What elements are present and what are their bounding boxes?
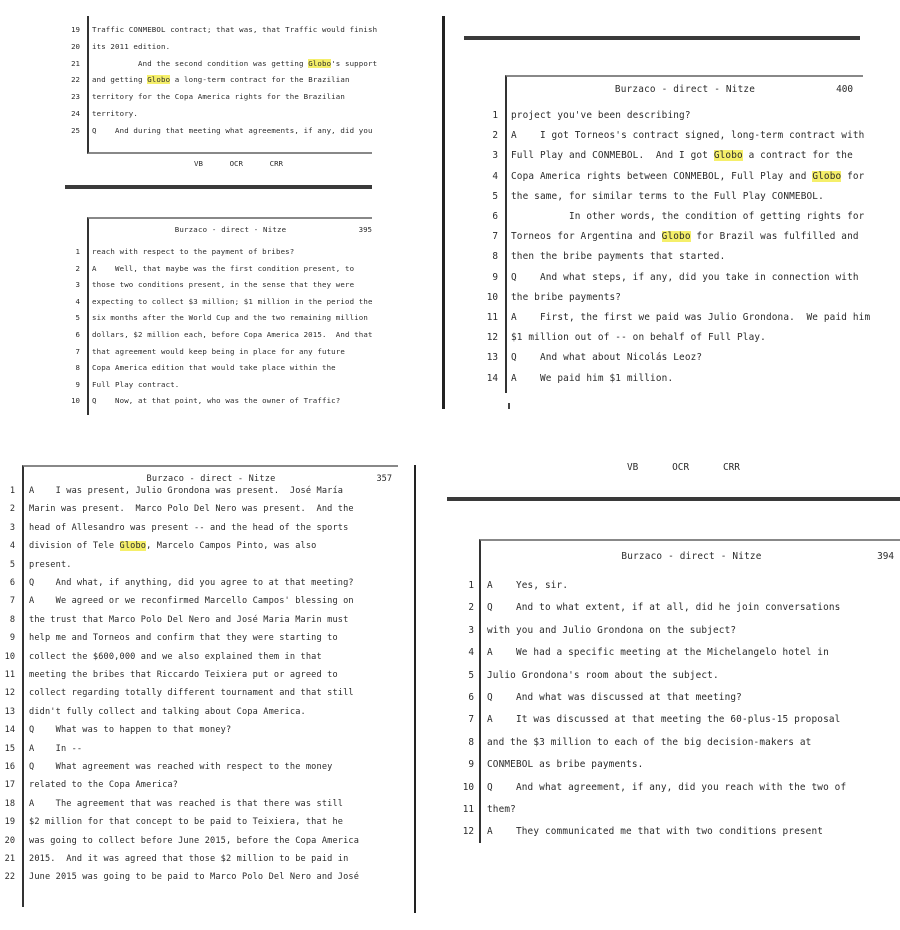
transcript-line (92, 75, 350, 84)
transcript-panel-bottom-left (0, 455, 430, 930)
highlighted-term: Globo (661, 231, 691, 243)
line-number: 3 (468, 624, 474, 636)
highlighted-term: Globo (147, 75, 171, 85)
transcript-line (29, 541, 317, 551)
transcript-line (92, 59, 377, 68)
transcript-line: them? (487, 804, 516, 815)
line-number: 3 (9, 522, 15, 533)
line-number: 7 (75, 346, 80, 356)
transcript-line: the same, for similar terms to the Full Play CONMEBOL. (511, 190, 824, 202)
transcript-line: Copa America edition that would take place within the (92, 363, 336, 373)
line-text: division of Tele (29, 541, 120, 552)
page-divider (447, 497, 900, 501)
transcript-line: collect regarding totally different tournament and that still (29, 688, 354, 699)
line-number: 14 (4, 725, 15, 736)
line-number: 19 (4, 817, 15, 828)
line-number: 8 (75, 363, 80, 373)
transcript-line: A The agreement that was reached is that there was still (29, 798, 344, 809)
transcript-line: A We paid him $1 million. (511, 372, 674, 384)
transcript-line: Full Play contract. (92, 379, 180, 389)
transcript-line: Q Now, at that point, who was the owner of Traffic? (92, 396, 341, 406)
line-number: 3 (492, 150, 498, 162)
line-number: 23 (71, 92, 80, 102)
transcript-footer-labels: VB OCR CRR (627, 462, 740, 473)
transcript-line: Q And what was discussed at that meeting? (487, 692, 742, 703)
transcript-line: head of Allesandro was present -- and the head of the sports (29, 522, 349, 533)
line-number: 15 (4, 743, 15, 754)
line-text: for Brazil was fulfilled and (690, 231, 859, 243)
transcript-line: help me and Torneos and confirm that they were starting to (29, 633, 338, 644)
line-number: 22 (71, 75, 80, 85)
line-text: a long-term contract for the Brazilian (170, 75, 350, 85)
transcript-line: reach with respect to the payment of bribes? (92, 247, 295, 256)
transcript-line: and the $3 million to each of the big decision-makers at (487, 736, 812, 748)
line-number: 1 (492, 110, 498, 121)
transcript-line: A Yes, sir. (487, 580, 569, 591)
transcript-line: was going to collect before June 2015, before the Copa America (29, 835, 360, 846)
line-number: 6 (9, 578, 15, 588)
line-text: Torneos for Argentina and (511, 231, 662, 243)
line-number: 5 (492, 190, 498, 202)
transcript-line: collect the $600,000 and we also explained them in that (29, 651, 322, 662)
transcript-line: the bribe payments? (511, 291, 622, 303)
page-header: Burzaco - direct - Nitze (174, 225, 287, 234)
page-mark (508, 403, 510, 409)
line-number: 21 (71, 58, 80, 68)
line-number: 11 (486, 312, 498, 323)
transcript-line: project you've been describing? (511, 110, 691, 121)
line-number: 5 (468, 669, 474, 681)
line-number: 4 (9, 541, 15, 552)
line-text: for (841, 170, 865, 182)
panel-separator (414, 465, 416, 913)
transcript-line: A I got Torneos's contract signed, long-term contract with (511, 130, 865, 142)
line-number: 9 (75, 379, 80, 389)
transcript-line: A In -- (29, 743, 83, 754)
line-number: 13 (486, 352, 498, 364)
line-number: 1 (75, 247, 80, 256)
transcript-panel-top-right (450, 0, 900, 420)
line-number: 20 (71, 41, 80, 51)
line-number: 11 (462, 804, 474, 815)
transcript-line: Q And what agreement, if any, did you reach with the two of (487, 781, 847, 793)
transcript-panel-top-left (0, 0, 440, 410)
transcript-line: A Well, that maybe was the first condition present, to (92, 263, 355, 273)
page-number: 400 (836, 84, 853, 95)
transcript-line: Q And what steps, if any, did you take in connection with (511, 271, 859, 283)
transcript-line: then the bribe payments that started. (511, 251, 726, 263)
transcript-line: A They communicated me that with two conditions present (487, 826, 824, 838)
transcript-line: six months after the World Cup and the two remaining million (92, 313, 368, 323)
line-number: 11 (4, 670, 15, 680)
transcript-line: A We agreed or we reconfirmed Marcello Campos' blessing on (29, 596, 354, 607)
transcript-line: didn't fully collect and talking about Copa America. (29, 706, 306, 717)
transcript-line (511, 171, 864, 182)
transcript-line: the trust that Marco Polo Del Nero and José Maria Marin must (29, 614, 349, 625)
line-text: 's support (331, 58, 378, 68)
transcript-line: Q What agreement was reached with respect to the money (29, 762, 333, 772)
line-number: 2 (9, 504, 15, 515)
transcript-line: with you and Julio Grondona on the subject? (487, 624, 737, 636)
line-number: 1 (468, 580, 474, 591)
line-number: 8 (492, 251, 498, 263)
line-text: Full Play and CONMEBOL. And I got (511, 150, 714, 162)
line-number: 8 (9, 614, 15, 625)
line-number: 10 (486, 291, 498, 303)
line-number: 18 (4, 798, 15, 809)
transcript-line: meeting the bribes that Riccardo Teixiera put or agreed to (29, 670, 338, 680)
page-header: Burzaco - direct - Nitze (146, 474, 276, 484)
line-number: 22 (4, 872, 15, 883)
line-number: 10 (4, 651, 15, 662)
highlighted-term: Globo (119, 541, 147, 552)
line-number: 14 (486, 372, 498, 384)
page-divider (464, 36, 860, 40)
line-text: and getting (92, 75, 148, 85)
line-number: 10 (462, 781, 474, 793)
highlighted-term: Globo (812, 170, 842, 182)
line-text: Copa America rights between CONMEBOL, Full Play and (511, 170, 813, 182)
transcript-line: related to the Copa America? (29, 780, 179, 791)
line-number: 13 (4, 706, 15, 717)
transcript-line (511, 150, 853, 161)
page-number: 394 (877, 551, 894, 562)
line-number: 16 (4, 762, 15, 772)
line-number: 12 (462, 826, 474, 838)
transcript-line: A First, the first we paid was Julio Grondona. We paid him (511, 312, 871, 323)
line-number: 8 (468, 736, 474, 748)
transcript-line: 2015. And it was agreed that those $2 million to be paid in (29, 854, 349, 864)
line-number: 9 (492, 271, 498, 283)
page-divider (65, 185, 372, 189)
transcript-footer-labels: VB OCR CRR (194, 159, 283, 168)
transcript-line: CONMEBOL as bribe payments. (487, 759, 644, 771)
transcript-line: those two conditions present, in the sense that they were (92, 280, 355, 290)
line-text: , Marcelo Campos Pinto, was also (146, 541, 317, 552)
panel-separator (442, 16, 445, 409)
line-number: 5 (75, 313, 80, 323)
line-number: 6 (468, 692, 474, 703)
line-number: 1 (9, 486, 15, 496)
line-number: 6 (75, 330, 80, 339)
page-number: 395 (358, 225, 372, 234)
transcript-line: Q And what, if anything, did you agree to at that meeting? (29, 578, 354, 588)
transcript-line: June 2015 was going to be paid to Marco Polo Del Nero and José (29, 872, 360, 883)
line-number: 10 (71, 396, 80, 406)
transcript-line: territory for the Copa America rights for the Brazilian (92, 92, 345, 102)
line-number: 4 (75, 296, 80, 306)
line-text: a contract for the (742, 150, 853, 162)
line-number: 25 (71, 125, 80, 135)
transcript-line: expecting to collect $3 million; $1 million in the period the (92, 296, 373, 306)
transcript-line: A I was present, Julio Grondona was present. José María (29, 486, 344, 496)
transcript-line: A It was discussed at that meeting the 60-plus-15 proposal (487, 714, 841, 726)
transcript-line: present. (29, 559, 72, 570)
transcript-line: Marin was present. Marco Polo Del Nero was present. And the (29, 504, 354, 515)
transcript-line: Julio Grondona's room about the subject. (487, 669, 719, 681)
line-number: 2 (75, 263, 80, 273)
line-number: 24 (71, 109, 80, 118)
transcript-line (511, 231, 859, 242)
line-number: 21 (4, 854, 15, 864)
line-number: 2 (492, 130, 498, 142)
transcript-line: $1 million out of -- on behalf of Full Play. (511, 332, 766, 344)
transcript-line: A We had a specific meeting at the Michelangelo hotel in (487, 647, 829, 659)
transcript-line: Q And to what extent, if at all, did he join conversations (487, 602, 841, 614)
line-number: 19 (71, 25, 80, 34)
page-header: Burzaco - direct - Nitze (621, 551, 762, 562)
line-number: 7 (468, 714, 474, 726)
transcript-panel-bottom-right (440, 440, 900, 920)
transcript-line: Traffic CONMEBOL contract; that was, that Traffic would finish (92, 25, 378, 34)
line-number: 12 (486, 332, 498, 344)
line-number: 7 (492, 231, 498, 243)
line-number: 4 (492, 170, 498, 182)
line-number: 9 (9, 633, 15, 644)
transcript-line: Q And during that meeting what agreements, if any, did you (92, 125, 373, 135)
line-text: And the second condition was getting (92, 58, 309, 68)
page-header: Burzaco - direct - Nitze (614, 84, 756, 95)
line-number: 5 (9, 559, 15, 570)
line-number: 17 (4, 780, 15, 791)
line-number: 12 (4, 688, 15, 699)
transcript-line: its 2011 edition. (92, 41, 171, 51)
line-number: 4 (468, 647, 474, 659)
transcript-line: $2 million for that concept to be paid to Teixiera, that he (29, 817, 344, 828)
highlighted-term: Globo (308, 58, 332, 68)
transcript-line: Q What was to happen to that money? (29, 725, 232, 736)
transcript-line: that agreement would keep being in place for any future (92, 346, 345, 356)
line-number: 7 (9, 596, 15, 607)
line-number: 2 (468, 602, 474, 614)
transcript-line: dollars, $2 million each, before Copa America 2015. And that (92, 330, 373, 339)
line-number: 20 (4, 835, 15, 846)
transcript-line: Q And what about Nicolás Leoz? (511, 352, 703, 364)
line-number: 3 (75, 280, 80, 290)
transcript-line: territory. (92, 109, 138, 118)
transcript-line: In other words, the condition of getting rights for (511, 211, 865, 222)
line-number: 6 (492, 211, 498, 222)
highlighted-term: Globo (713, 150, 743, 162)
line-number: 9 (468, 759, 474, 771)
page-number: 357 (376, 474, 392, 484)
